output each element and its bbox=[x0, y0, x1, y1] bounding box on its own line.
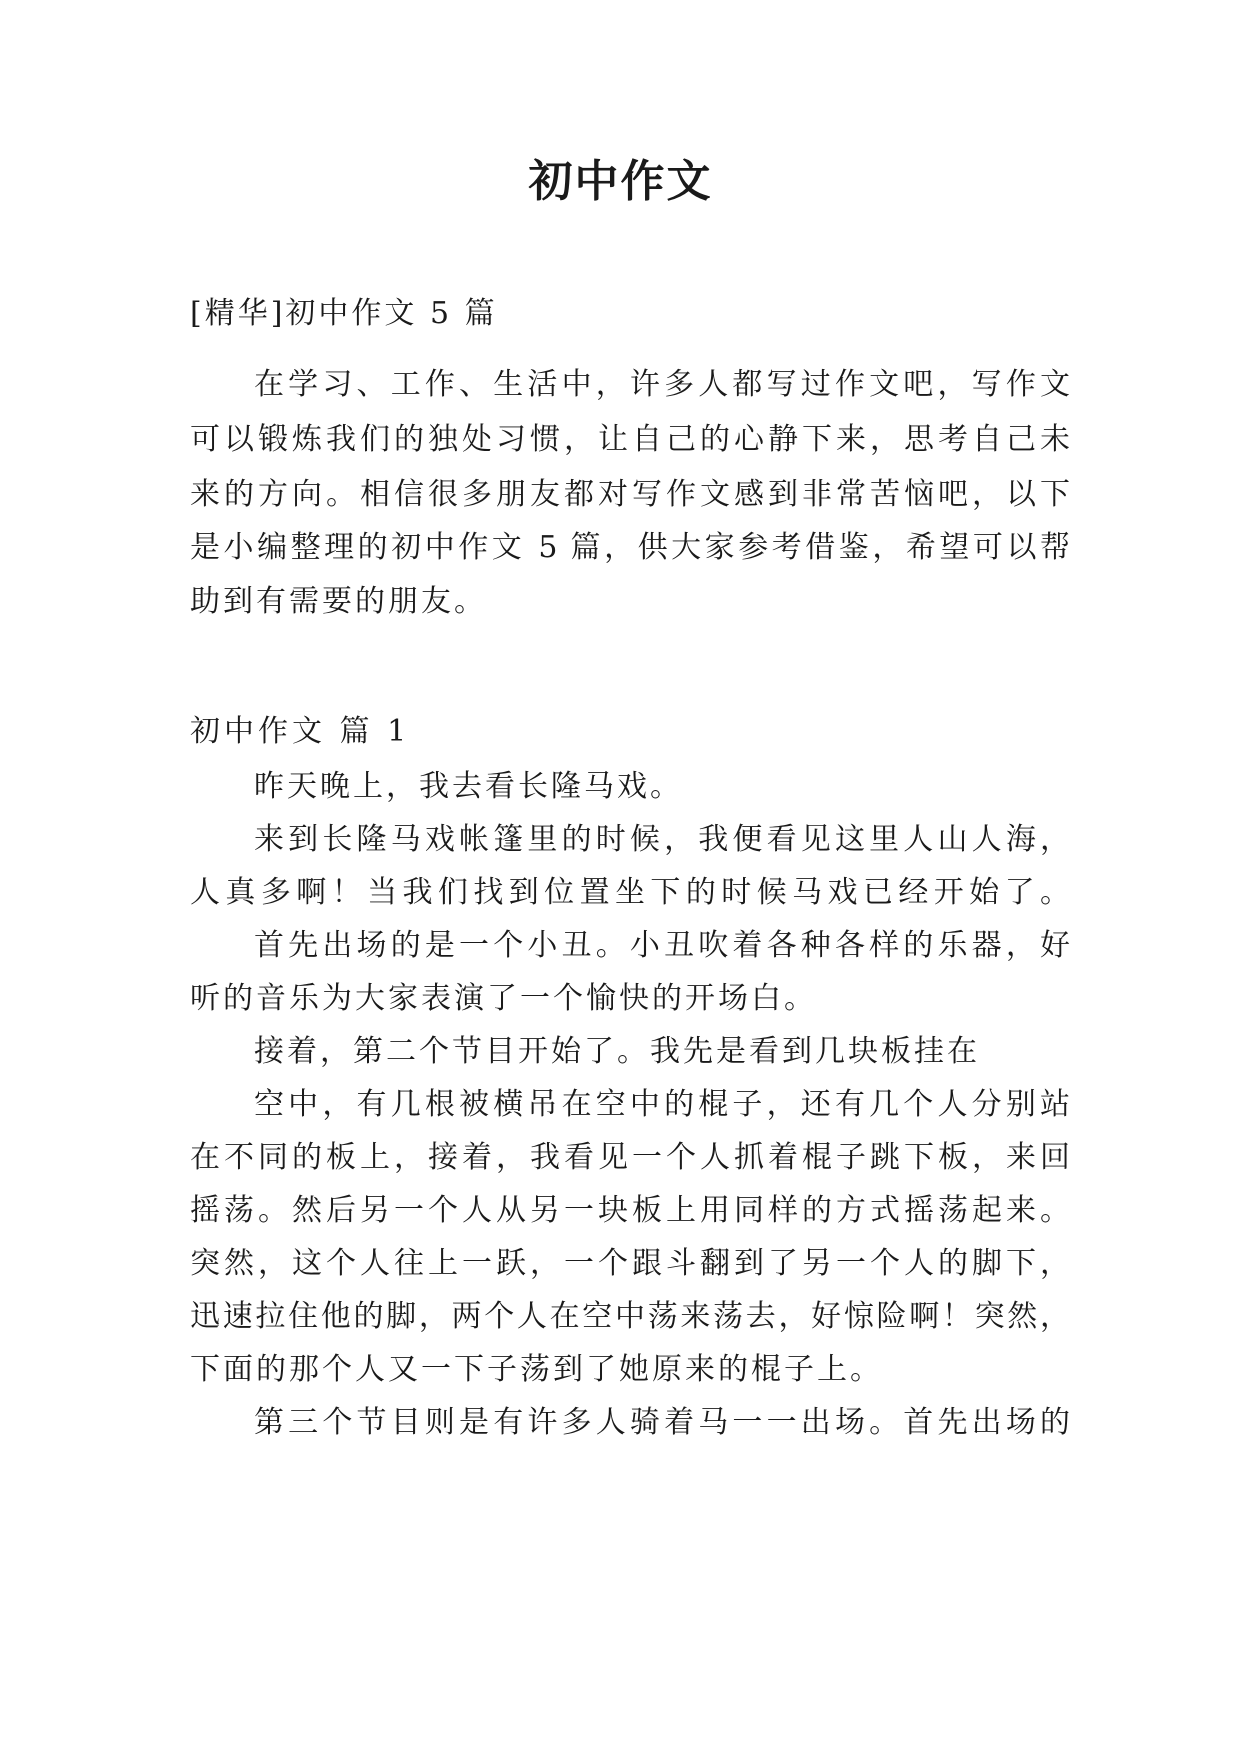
body-line: 迅速拉住他的脚，两个人在空中荡来荡去，好惊险啊！突然， bbox=[190, 1299, 1070, 1334]
body-line: 第三个节目则是有许多人骑着马一一出场。首先出场的 bbox=[254, 1405, 1070, 1440]
body-line: 在不同的板上，接着，我看见一个人抓着棍子跳下板，来回 bbox=[190, 1140, 1070, 1175]
document-title: 初中作文 bbox=[528, 156, 713, 207]
document-subtitle: [精华]初中作文 5 篇 bbox=[190, 296, 498, 331]
body-line: 首先出场的是一个小丑。小丑吹着各种各样的乐器，好 bbox=[254, 928, 1070, 963]
body-line: 空中，有几根被横吊在空中的棍子，还有几个人分别站 bbox=[254, 1087, 1070, 1122]
body-line: 下面的那个人又一下子荡到了她原来的棍子上。 bbox=[190, 1352, 883, 1387]
body-line: 摇荡。然后另一个人从另一块板上用同样的方式摇荡起来。 bbox=[190, 1193, 1070, 1228]
section-heading: 初中作文 篇 1 bbox=[190, 714, 411, 749]
intro-line: 来的方向。相信很多朋友都对写作文感到非常苦恼吧，以下 bbox=[190, 477, 1070, 512]
intro-line: 是小编整理的初中作文 5 篇，供大家参考借鉴，希望可以帮 bbox=[190, 530, 1070, 565]
body-line: 人真多啊！当我们找到位置坐下的时候马戏已经开始了。 bbox=[190, 875, 1070, 910]
intro-line: 在学习、工作、生活中，许多人都写过作文吧，写作文 bbox=[254, 367, 1070, 402]
body-line: 突然，这个人往上一跃，一个跟斗翻到了另一个人的脚下， bbox=[190, 1246, 1070, 1281]
body-line: 昨天晚上，我去看长隆马戏。 bbox=[254, 769, 683, 804]
body-line: 接着，第二个节目开始了。我先是看到几块板挂在 bbox=[254, 1034, 980, 1069]
intro-line: 助到有需要的朋友。 bbox=[190, 584, 487, 619]
intro-line: 可以锻炼我们的独处习惯，让自己的心静下来，思考自己未 bbox=[190, 422, 1070, 457]
body-line: 来到长隆马戏帐篷里的时候，我便看见这里人山人海， bbox=[254, 822, 1070, 857]
body-line: 听的音乐为大家表演了一个愉快的开场白。 bbox=[190, 981, 817, 1016]
